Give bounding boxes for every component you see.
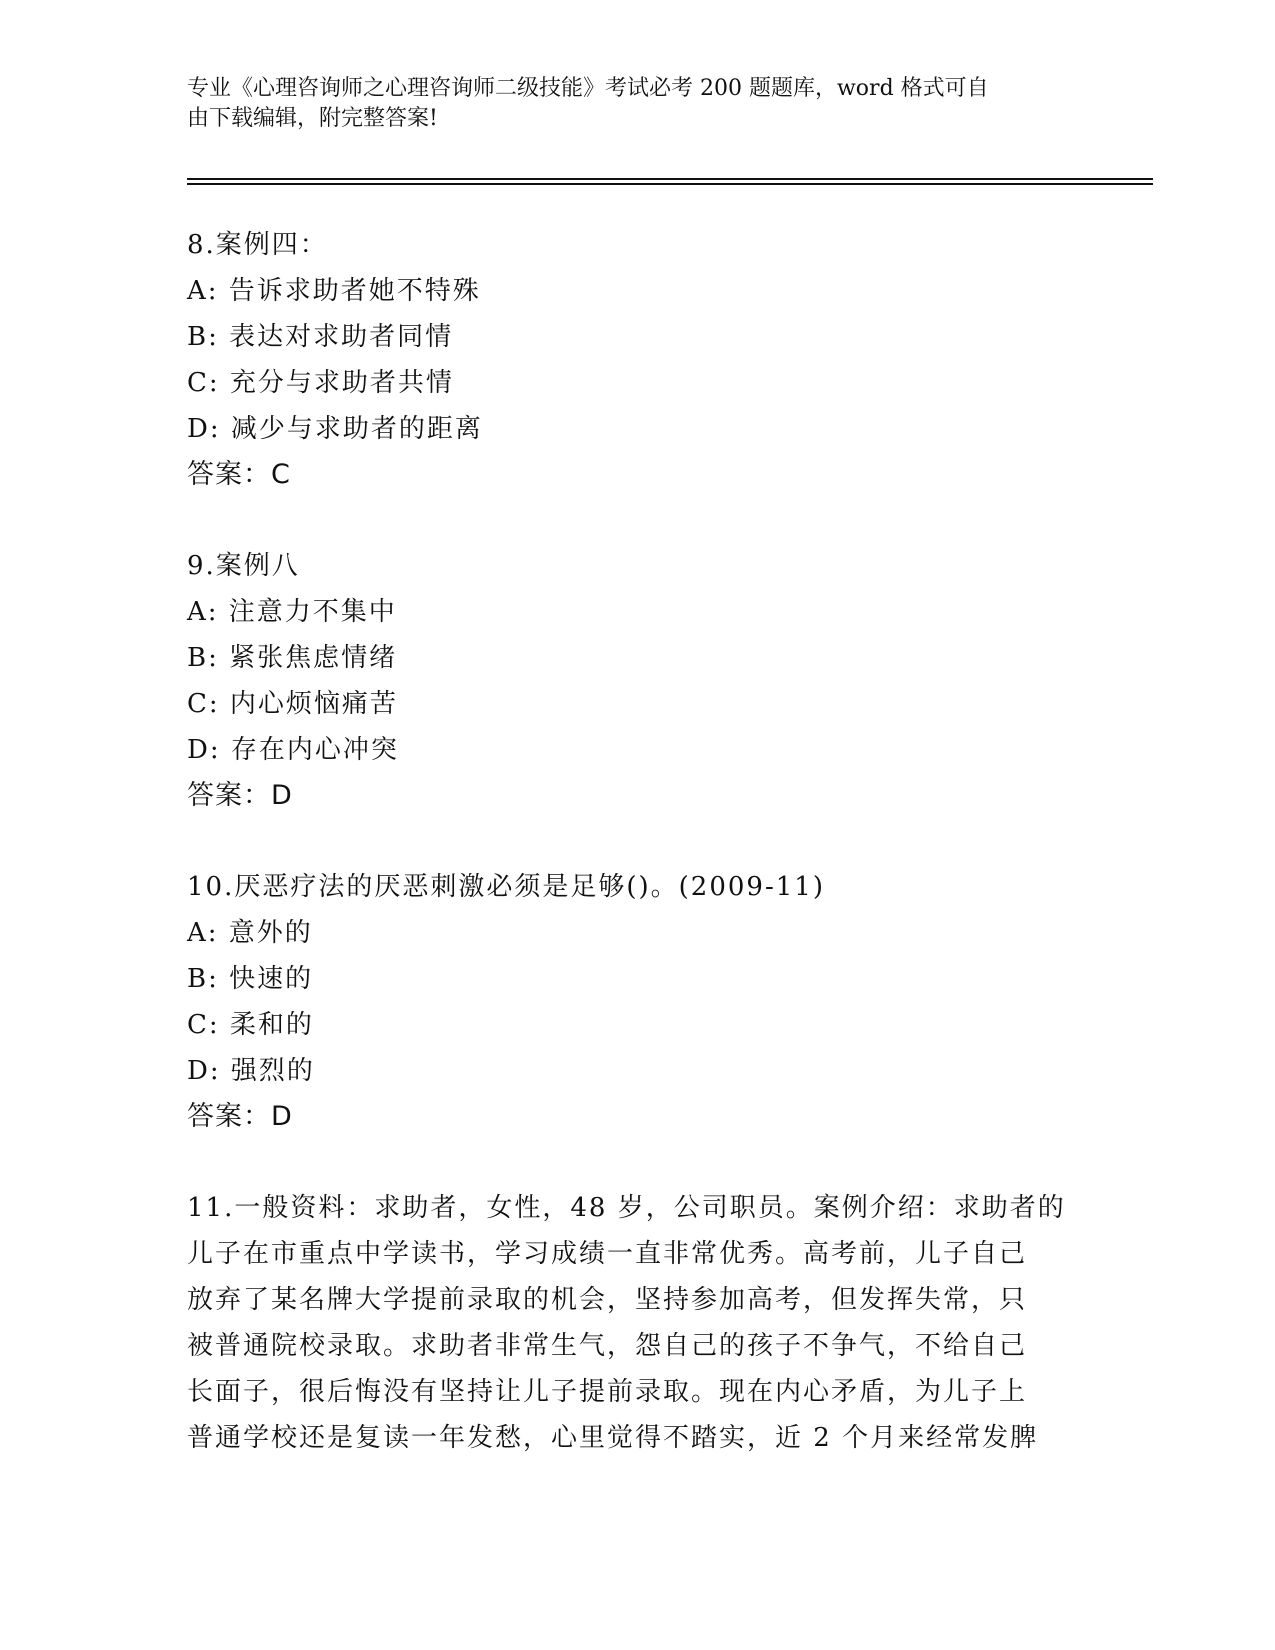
document-header — [187, 74, 1067, 134]
question-text-line: 长面子，很后悔没有坚持让儿子提前录取。现在内心矛盾，为儿子上 — [187, 1377, 1028, 1407]
question-text-line: 放弃了某名牌大学提前录取的机会，坚持参加高考，但发挥失常，只 — [187, 1285, 1028, 1315]
option-d: D: 强烈的 — [187, 1056, 315, 1086]
header-line-1: 专业《心理咨询师之心理咨询师二级技能》考试必考 200 题题库，word 格式可自 — [187, 76, 989, 101]
option-d: D: 减少与求助者的距离 — [187, 414, 483, 444]
question-text-line: 被普通院校录取。求助者非常生气，怨自己的孩子不争气，不给自己 — [187, 1331, 1028, 1361]
question-stem: 10.厌恶疗法的厌恶刺激必须是足够()。(2009-11) — [187, 872, 825, 902]
question-stem: 8.案例四： — [187, 230, 328, 260]
header-divider-top — [187, 178, 1153, 180]
answer-label: 答案：C — [187, 459, 291, 490]
option-c: C: 充分与求助者共情 — [187, 368, 454, 398]
question-10 — [187, 864, 825, 1140]
question-text-line: 儿子在市重点中学读书，学习成绩一直非常优秀。高考前，儿子自己 — [187, 1239, 1028, 1269]
option-b: B: 快速的 — [187, 964, 314, 994]
answer-label: 答案：D — [187, 1101, 293, 1132]
option-c: C: 柔和的 — [187, 1010, 314, 1040]
header-line-2: 由下载编辑，附完整答案! — [187, 106, 438, 131]
question-11 — [187, 1185, 1067, 1461]
option-a: A: 告诉求助者她不特殊 — [187, 276, 481, 306]
question-8 — [187, 222, 483, 498]
option-a: A: 意外的 — [187, 918, 313, 948]
option-a: A: 注意力不集中 — [187, 597, 397, 627]
question-stem: 9.案例八 — [187, 551, 300, 581]
option-b: B: 紧张焦虑情绪 — [187, 643, 398, 673]
question-text-line: 11.一般资料：求助者，女性，48 岁，公司职员。案例介绍：求助者的 — [187, 1193, 1066, 1223]
option-c: C: 内心烦恼痛苦 — [187, 689, 398, 719]
option-d: D: 存在内心冲突 — [187, 735, 399, 765]
question-text-line: 普通学校还是复读一年发愁，心里觉得不踏实，近 2 个月来经常发脾 — [187, 1423, 1039, 1453]
header-divider-bottom — [187, 183, 1153, 185]
answer-label: 答案：D — [187, 780, 293, 811]
question-9 — [187, 543, 399, 819]
option-b: B: 表达对求助者同情 — [187, 322, 454, 352]
